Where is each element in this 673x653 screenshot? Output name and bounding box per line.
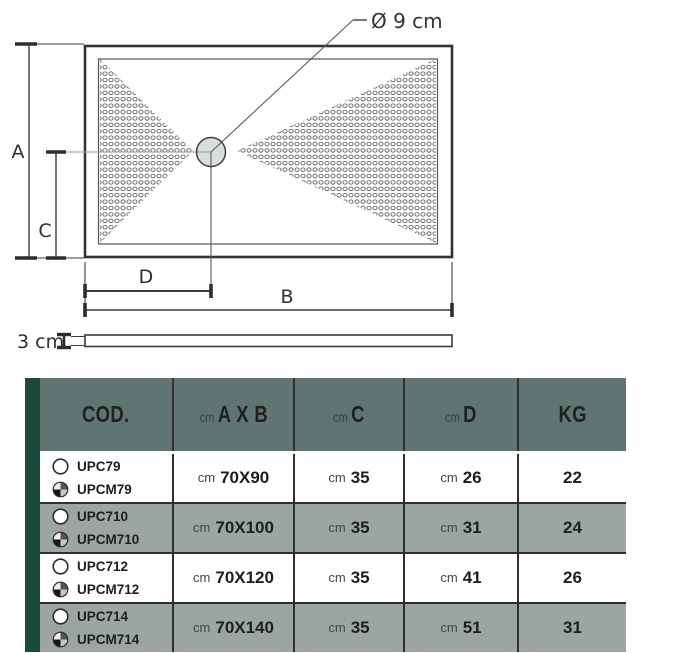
axb-cell: [172, 454, 293, 502]
header-axb-label: A X B: [217, 400, 268, 427]
header-cod: [40, 378, 172, 451]
code-line: [52, 580, 139, 599]
header-kg-label: KG: [558, 400, 587, 427]
standard-drain-icon: [52, 458, 69, 475]
unit-label: cm: [193, 570, 211, 586]
d-cell: [403, 604, 517, 652]
unit-label: cm: [328, 470, 346, 486]
unit-label: cm: [328, 520, 346, 536]
d-cell: [403, 504, 517, 552]
tray-side-profile: [85, 335, 452, 347]
header-d-label: D: [463, 400, 477, 427]
d-value: 51: [462, 617, 482, 637]
table-row: [40, 454, 626, 502]
axb-value: 70X90: [220, 467, 270, 487]
unit-label: cm: [440, 520, 458, 536]
code-line: [52, 530, 139, 549]
unit-label: cm: [440, 470, 458, 486]
cod-cell: [40, 554, 172, 602]
code-label: UPCM714: [77, 631, 140, 647]
dim-c-label: C: [38, 220, 52, 242]
standard-drain-icon: [52, 608, 69, 625]
spec-table: [25, 378, 626, 652]
cod-cell: [40, 504, 172, 552]
code-label: UPC712: [77, 558, 129, 574]
dim-d-label: D: [138, 266, 154, 288]
axb-cell: [172, 504, 293, 552]
kg-cell: [517, 604, 626, 652]
d-value: 31: [462, 517, 482, 537]
diameter-label: Ø 9 cm: [371, 9, 443, 33]
header-c: [293, 378, 403, 451]
marble-drain-icon: [52, 581, 69, 598]
axb-cell: [172, 554, 293, 602]
code-label: UPCM710: [77, 531, 140, 547]
unit-label: cm: [193, 520, 211, 536]
header-c-unit: cm: [333, 408, 349, 425]
thickness-label: 3 cm: [17, 331, 65, 353]
kg-value: 26: [563, 567, 582, 587]
d-cell: [403, 454, 517, 502]
kg-value: 24: [563, 517, 582, 537]
marble-drain-icon: [52, 531, 69, 548]
unit-label: cm: [328, 620, 346, 636]
code-label: UPCM712: [77, 581, 140, 597]
marble-drain-icon: [52, 481, 69, 498]
code-line: [52, 480, 132, 499]
code-label: UPC714: [77, 608, 129, 624]
spec-table-grid: [40, 378, 626, 652]
header-axb-unit: cm: [199, 408, 215, 425]
kg-value: 22: [563, 467, 582, 487]
c-cell: [293, 554, 403, 602]
header-axb: [172, 378, 293, 451]
kg-cell: [517, 554, 626, 602]
code-line: [52, 507, 128, 526]
cod-cell: [40, 454, 172, 502]
code-label: UPC710: [77, 508, 129, 524]
marble-drain-icon: [52, 631, 69, 648]
code-label: UPC79: [77, 458, 121, 474]
standard-drain-icon: [52, 558, 69, 575]
table-row: [40, 502, 626, 552]
c-value: 35: [350, 567, 370, 587]
code-line: [52, 630, 139, 649]
kg-cell: [517, 504, 626, 552]
c-value: 35: [350, 617, 370, 637]
code-line: [52, 607, 128, 626]
d-value: 41: [462, 567, 482, 587]
unit-label: cm: [440, 570, 458, 586]
header-cod-label: COD.: [82, 400, 130, 427]
dim-b-label: B: [280, 286, 294, 308]
c-value: 35: [350, 467, 370, 487]
unit-label: cm: [440, 620, 458, 636]
unit-label: cm: [197, 470, 216, 486]
cod-cell: [40, 604, 172, 652]
table-row: [40, 552, 626, 602]
axb-value: 70X100: [215, 517, 274, 537]
c-value: 35: [350, 517, 370, 537]
header-d: [403, 378, 517, 451]
header-c-label: C: [351, 400, 365, 427]
c-cell: [293, 604, 403, 652]
dim-a-label: A: [11, 141, 25, 163]
d-value: 26: [462, 467, 482, 487]
unit-label: cm: [328, 570, 346, 586]
c-cell: [293, 454, 403, 502]
axb-value: 70X120: [215, 567, 274, 587]
unit-label: cm: [193, 620, 211, 636]
kg-cell: [517, 454, 626, 502]
d-cell: [403, 554, 517, 602]
c-cell: [293, 504, 403, 552]
header-kg: [517, 378, 626, 451]
axb-cell: [172, 604, 293, 652]
axb-value: 70X140: [215, 617, 274, 637]
table-header-row: [40, 378, 626, 451]
standard-drain-icon: [52, 508, 69, 525]
table-row: [40, 602, 626, 652]
code-label: UPCM79: [77, 481, 132, 497]
accent-bar: [25, 378, 40, 652]
code-line: [52, 557, 128, 576]
header-d-unit: cm: [445, 408, 461, 425]
kg-value: 31: [563, 617, 582, 637]
code-line: [52, 457, 121, 476]
